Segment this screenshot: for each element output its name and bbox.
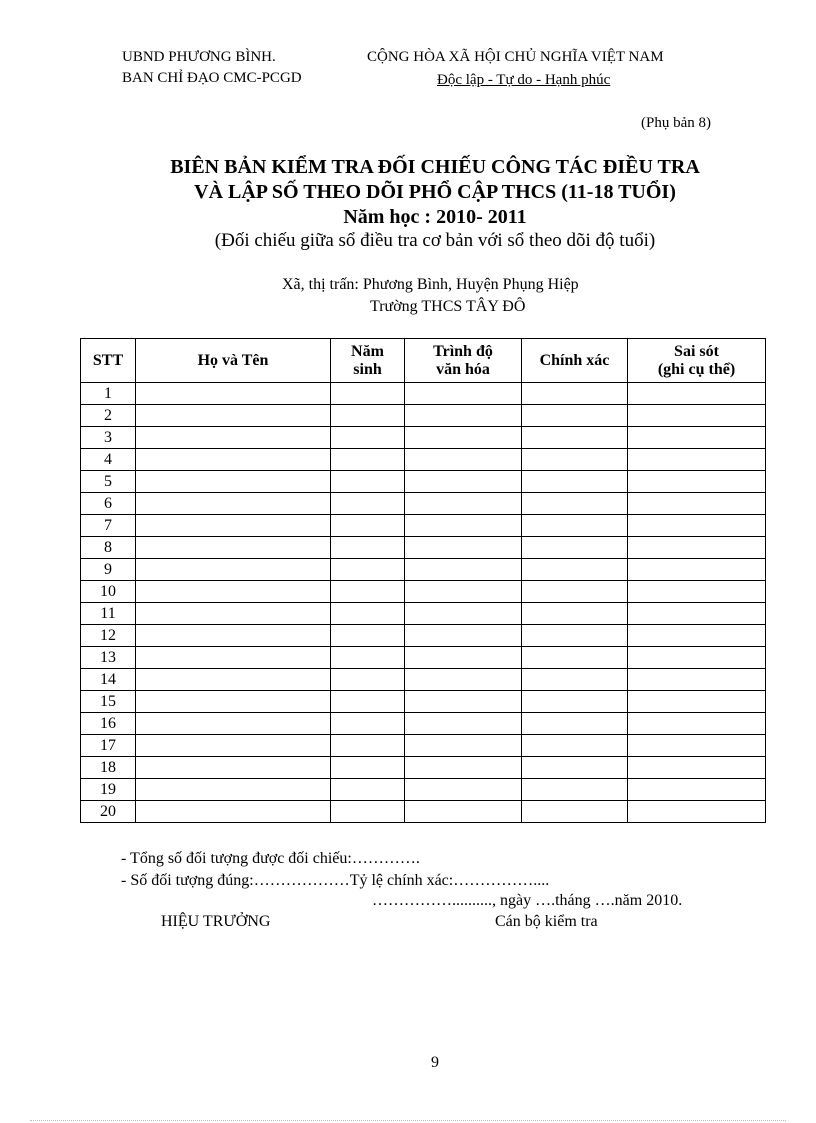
national-title: CỘNG HÒA XÃ HỘI CHỦ NGHĨA VIỆT NAM: [367, 49, 664, 65]
cell-stt: 3: [81, 427, 136, 449]
cell-stt: 9: [81, 559, 136, 581]
cell-name: [136, 735, 331, 757]
cell-error: [628, 757, 766, 779]
cell-education-level: [405, 581, 522, 603]
table-row: [81, 669, 766, 691]
cell-error: [628, 691, 766, 713]
table-row: [81, 383, 766, 405]
national-motto: Độc lập - Tự do - Hạnh phúc: [437, 72, 611, 88]
header-education-level: Trình độ văn hóa: [405, 339, 522, 383]
cell-error: [628, 515, 766, 537]
cell-error: [628, 559, 766, 581]
table-row: [81, 427, 766, 449]
cell-error: [628, 713, 766, 735]
cell-stt: 5: [81, 471, 136, 493]
header-birth-year: Năm sinh: [331, 339, 405, 383]
cell-error: [628, 603, 766, 625]
cell-stt: 20: [81, 801, 136, 823]
cell-stt: 19: [81, 779, 136, 801]
total-checked-line: - Tổng số đối tượng được đối chiếu:………….: [121, 850, 420, 867]
table-row: [81, 779, 766, 801]
table-row: [81, 801, 766, 823]
document-title-line1: BIÊN BẢN KIỂM TRA ĐỐI CHIẾU CÔNG TÁC ĐIỀU TRA: [170, 156, 700, 178]
cell-correct: [522, 691, 628, 713]
cell-stt: 14: [81, 669, 136, 691]
cell-error: [628, 493, 766, 515]
cell-education-level: [405, 625, 522, 647]
cell-education-level: [405, 757, 522, 779]
cell-name: [136, 405, 331, 427]
page-number: 9: [431, 1054, 439, 1071]
header-stt: STT: [81, 339, 136, 383]
cell-stt: 15: [81, 691, 136, 713]
cell-name: [136, 537, 331, 559]
table-row: [81, 405, 766, 427]
cell-education-level: [405, 603, 522, 625]
cell-birth-year: [331, 449, 405, 471]
principal-signature-label: HIỆU TRƯỞNG: [161, 913, 271, 930]
cell-stt: 2: [81, 405, 136, 427]
cell-name: [136, 669, 331, 691]
cell-stt: 4: [81, 449, 136, 471]
table-row: [81, 735, 766, 757]
cell-stt: 10: [81, 581, 136, 603]
cell-correct: [522, 603, 628, 625]
cell-education-level: [405, 735, 522, 757]
cell-birth-year: [331, 515, 405, 537]
cell-name: [136, 581, 331, 603]
document-title-line2: VÀ LẬP SỐ THEO DÕI PHỔ CẬP THCS (11-18 TUỔI): [194, 181, 676, 203]
cell-birth-year: [331, 471, 405, 493]
cell-correct: [522, 427, 628, 449]
cell-correct: [522, 537, 628, 559]
cell-correct: [522, 779, 628, 801]
cell-error: [628, 471, 766, 493]
appendix-label: (Phụ bản 8): [641, 115, 711, 131]
cell-name: [136, 691, 331, 713]
cell-birth-year: [331, 383, 405, 405]
cell-name: [136, 449, 331, 471]
cell-error: [628, 383, 766, 405]
cell-birth-year: [331, 537, 405, 559]
cell-birth-year: [331, 779, 405, 801]
cell-stt: 1: [81, 383, 136, 405]
cell-birth-year: [331, 669, 405, 691]
header-correct: Chính xác: [522, 339, 628, 383]
cell-error: [628, 427, 766, 449]
cell-error: [628, 449, 766, 471]
cell-error: [628, 801, 766, 823]
cell-correct: [522, 471, 628, 493]
cell-education-level: [405, 383, 522, 405]
school-line: Trường THCS TÂY ĐÔ: [370, 298, 526, 315]
table-row: [81, 493, 766, 515]
cell-correct: [522, 735, 628, 757]
cell-birth-year: [331, 735, 405, 757]
cell-name: [136, 625, 331, 647]
cell-name: [136, 801, 331, 823]
cell-education-level: [405, 801, 522, 823]
cell-education-level: [405, 669, 522, 691]
cell-stt: 13: [81, 647, 136, 669]
table-row: [81, 691, 766, 713]
cell-correct: [522, 625, 628, 647]
cell-stt: 16: [81, 713, 136, 735]
cell-correct: [522, 581, 628, 603]
cell-birth-year: [331, 801, 405, 823]
table-header-row: [81, 339, 766, 383]
cell-error: [628, 625, 766, 647]
table-row: [81, 581, 766, 603]
cell-correct: [522, 801, 628, 823]
cell-education-level: [405, 471, 522, 493]
table-row: [81, 625, 766, 647]
cell-name: [136, 493, 331, 515]
cell-stt: 17: [81, 735, 136, 757]
cell-birth-year: [331, 405, 405, 427]
cell-education-level: [405, 559, 522, 581]
cell-birth-year: [331, 691, 405, 713]
cell-name: [136, 757, 331, 779]
cell-stt: 8: [81, 537, 136, 559]
cell-stt: 12: [81, 625, 136, 647]
cell-education-level: [405, 493, 522, 515]
cell-name: [136, 427, 331, 449]
table-row: [81, 757, 766, 779]
cell-correct: [522, 493, 628, 515]
agency-name: UBND PHƯƠNG BÌNH.: [122, 49, 276, 65]
table-row: [81, 713, 766, 735]
table-row: [81, 471, 766, 493]
committee-name: BAN CHỈ ĐẠO CMC-PCGD: [122, 70, 302, 86]
table-row: [81, 515, 766, 537]
cell-error: [628, 779, 766, 801]
header-name: Họ và Tên: [136, 339, 331, 383]
cell-error: [628, 647, 766, 669]
cell-stt: 7: [81, 515, 136, 537]
cell-error: [628, 405, 766, 427]
cell-birth-year: [331, 559, 405, 581]
table-row: [81, 647, 766, 669]
cell-name: [136, 515, 331, 537]
cell-correct: [522, 383, 628, 405]
school-year: Năm học : 2010- 2011: [343, 206, 527, 228]
table-row: [81, 449, 766, 471]
cell-correct: [522, 449, 628, 471]
correct-count-line: - Số đối tượng đúng:………………Tỷ lệ chính xác:……………....: [121, 872, 550, 889]
commune-line: Xã, thị trấn: Phương Bình, Huyện Phụng Hiệp: [282, 276, 579, 293]
cell-error: [628, 537, 766, 559]
cell-education-level: [405, 691, 522, 713]
cell-birth-year: [331, 603, 405, 625]
table-row: [81, 537, 766, 559]
cell-birth-year: [331, 757, 405, 779]
page-bottom-divider: [30, 1120, 786, 1121]
cell-correct: [522, 669, 628, 691]
document-subtitle: (Đối chiếu giữa sổ điều tra cơ bản với sổ theo dõi độ tuổi): [214, 230, 656, 251]
cell-name: [136, 383, 331, 405]
cell-education-level: [405, 427, 522, 449]
cell-name: [136, 471, 331, 493]
cell-education-level: [405, 779, 522, 801]
cell-correct: [522, 713, 628, 735]
cell-name: [136, 647, 331, 669]
cell-birth-year: [331, 581, 405, 603]
cell-correct: [522, 757, 628, 779]
inspector-signature-label: Cán bộ kiểm tra: [495, 913, 598, 930]
cell-error: [628, 581, 766, 603]
cell-stt: 6: [81, 493, 136, 515]
cell-education-level: [405, 647, 522, 669]
cell-education-level: [405, 449, 522, 471]
cell-stt: 18: [81, 757, 136, 779]
cell-name: [136, 603, 331, 625]
cell-correct: [522, 559, 628, 581]
cell-education-level: [405, 515, 522, 537]
cell-birth-year: [331, 427, 405, 449]
cell-error: [628, 669, 766, 691]
table-row: [81, 559, 766, 581]
cell-correct: [522, 515, 628, 537]
cell-stt: 11: [81, 603, 136, 625]
table-row: [81, 603, 766, 625]
cell-error: [628, 735, 766, 757]
cell-name: [136, 559, 331, 581]
cell-education-level: [405, 713, 522, 735]
verification-table: [80, 338, 766, 823]
cell-name: [136, 713, 331, 735]
cell-birth-year: [331, 493, 405, 515]
cell-birth-year: [331, 647, 405, 669]
cell-name: [136, 779, 331, 801]
header-error: Sai sót (ghi cụ thể): [628, 339, 766, 383]
cell-birth-year: [331, 625, 405, 647]
cell-education-level: [405, 537, 522, 559]
date-line: …………….........., ngày ….tháng ….năm 2010.: [372, 892, 683, 909]
cell-education-level: [405, 405, 522, 427]
cell-correct: [522, 405, 628, 427]
cell-birth-year: [331, 713, 405, 735]
cell-correct: [522, 647, 628, 669]
